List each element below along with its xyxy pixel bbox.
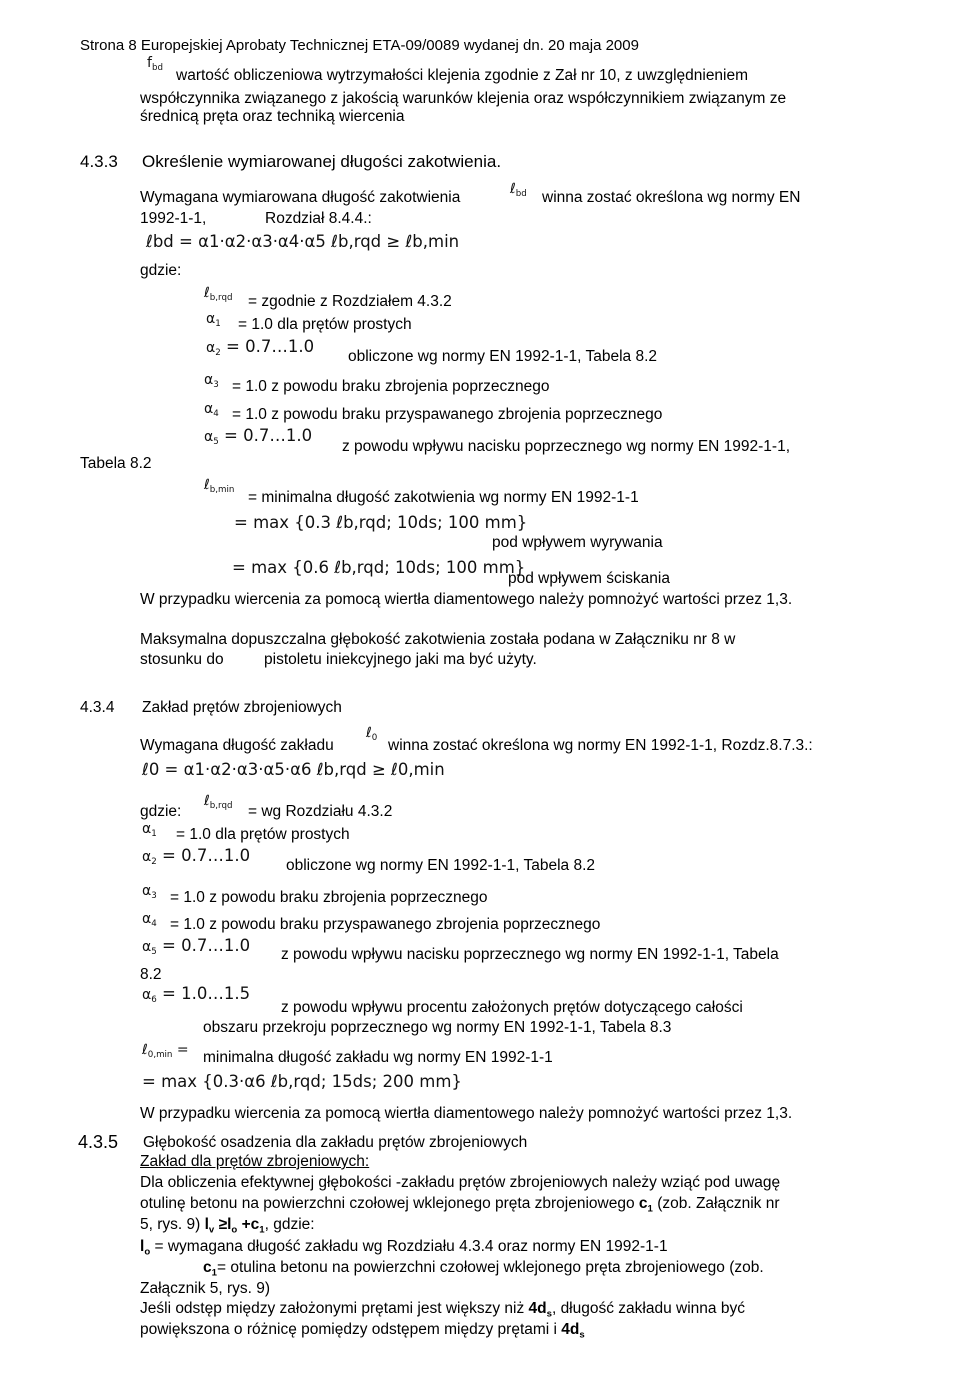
s434-lbrqd: = wg Rozdziału 4.3.2: [248, 803, 393, 820]
s433-a3: = 1.0 z powodu braku zbrojenia poprzecznego: [232, 378, 550, 395]
s435-p3: Jeśli odstęp między założonymi prętami jest większy niż $4d_s$, długość zakładu winna być: [140, 1300, 745, 1320]
s434-a3: = 1.0 z powodu braku zbrojenia poprzecznego: [170, 889, 488, 906]
s433-max-a: Maksymalna dopuszczalna głębokość zakotwienia została podana w Załączniku nr 8 w: [140, 631, 736, 648]
s433-req-d: Rozdział 8.4.4.:: [265, 210, 372, 227]
s434-req-b: winna zostać określona wg normy EN 1992-1-1, Rozdz.8.7.3.:: [388, 737, 813, 754]
alpha4-symbol: $\alpha_4$: [204, 401, 219, 420]
s433-max-c: pistoletu iniekcyjnego jaki ma być użyty.: [264, 651, 537, 668]
s434-max-formula: = max {0.3·α6 ℓb,rqd; 15ds; 200 mm}: [142, 1072, 462, 1091]
intro-line-1: wartość obliczeniowa wytrzymałości klejenia zgodnie z Zał nr 10, z uwzględnieniem: [176, 67, 749, 84]
s433-req-a: Wymagana wymiarowana długość zakotwienia: [140, 189, 461, 206]
s434-gdzie: gdzie:: [140, 803, 182, 820]
lbmin-symbol: ℓ$_{b,min}$: [204, 477, 235, 496]
s434-a5-formula: $\alpha_5$ = 0.7…1.0: [142, 936, 251, 958]
fbd-symbol: $f_{bd}$: [147, 55, 163, 74]
alpha3-symbol: $\alpha_3$: [204, 372, 219, 391]
s433-a2: obliczone wg normy EN 1992-1-1, Tabela 8.2: [348, 348, 658, 365]
lbrqd-symbol: ℓ$_{b,rqd}$: [204, 285, 233, 304]
page-header: Strona 8 Europejskiej Aprobaty Technicznej ETA-09/0089 wydanej dn. 20 maja 2009: [80, 37, 639, 54]
s433-a1: = 1.0 dla prętów prostych: [238, 316, 412, 333]
s435-p1a: Dla obliczenia efektywnej głębokości -zakładu prętów zbrojeniowych należy wziąć pod uwagę: [140, 1174, 781, 1191]
s435-c1-def: $c_1=$ otulina betonu na powierzchni czołowej wklejonego pręta zbrojeniowego (zob.: [203, 1259, 764, 1279]
s433-diamond-note: W przypadku wiercenia za pomocą wiertła diamentowego należy pomnożyć wartości przez 1,3.: [140, 591, 793, 608]
s434-a2: obliczone wg normy EN 1992-1-1, Tabela 8.2: [286, 857, 596, 874]
s435-p4: powiększona o różnicę pomiędzy odstępem między prętami i $4d_s$: [140, 1321, 585, 1341]
s433-a5: z powodu wpływu nacisku poprzecznego wg normy EN 1992-1-1,: [342, 438, 791, 455]
s433-gdzie: gdzie:: [140, 262, 182, 279]
s433-a5-formula: $\alpha_5$ = 0.7…1.0: [204, 426, 313, 448]
alpha1-symbol: $\alpha_1$: [206, 311, 221, 330]
s434-a1: = 1.0 dla prętów prostych: [176, 826, 350, 843]
section-433-title: Określenie wymiarowanej długości zakotwienia.: [142, 152, 502, 171]
l0min-symbol: ℓ$_{0,min}$ =: [142, 1042, 189, 1061]
s434-alpha1-symbol: $\alpha_1$: [142, 821, 157, 840]
s433-max-b: stosunku do: [140, 651, 224, 668]
section-433-number: 4.3.3: [80, 152, 118, 171]
lbd-symbol: ℓ$_{bd}$: [510, 181, 527, 200]
s433-max1-formula: = max {0.3 ℓb,rqd; 10ds; 100 mm}: [234, 513, 528, 532]
s435-p2: 5, rys. 9) $l_v \ge l_o +c_1$, gdzie:: [140, 1216, 315, 1236]
section-435-title: Głębokość osadzenia dla zakładu prętów zbrojeniowych: [143, 1134, 528, 1151]
s433-max1-text: pod wpływem wyrywania: [492, 534, 663, 551]
intro-line-2: współczynnika związanego z jakością warunków klejenia oraz współczynnikiem związanym ze: [140, 90, 787, 107]
section-434-number: 4.3.4: [80, 699, 115, 716]
intro-line-3: średnicą pręta oraz techniką wiercenia: [140, 108, 405, 125]
section-435-number: 4.3.5: [78, 1132, 119, 1152]
s434-a6-b: obszaru przekroju poprzecznego wg normy EN 1992-1-1, Tabela 8.3: [203, 1019, 672, 1036]
s433-lbrqd: = zgodnie z Rozdziałem 4.3.2: [248, 293, 452, 310]
s434-a5: z powodu wpływu nacisku poprzecznego wg normy EN 1992-1-1, Tabela: [281, 946, 779, 963]
s433-req-c: 1992-1-1,: [140, 210, 207, 227]
s434-a6-formula: $\alpha_6$ = 1.0…1.5: [142, 984, 251, 1006]
s434-lbrqd-symbol: ℓ$_{b,rqd}$: [204, 793, 233, 812]
s433-lbmin: = minimalna długość zakotwienia wg normy EN 1992-1-1: [248, 489, 639, 506]
s435-c1-def2: Załącznik 5, rys. 9): [140, 1280, 271, 1297]
s433-a2-formula: $\alpha_2$ = 0.7…1.0: [206, 337, 315, 359]
s435-subheading: Zakład dla prętów zbrojeniowych:: [140, 1153, 370, 1170]
s433-tabela: Tabela 8.2: [80, 455, 152, 472]
s434-a5-b: 8.2: [140, 966, 162, 983]
s433-max2-text: pod wpływem ściskania: [508, 570, 670, 587]
l0-symbol: ℓ$_0$: [366, 725, 378, 744]
s435-p1: otulinę betonu na powierzchni czołowej wklejonego pręta zbrojeniowego $c_1$ (zob. Załącznik nr: [140, 1195, 780, 1215]
s434-req-a: Wymagana długość zakładu: [140, 737, 334, 754]
s434-diamond-note: W przypadku wiercenia za pomocą wiertła diamentowego należy pomnożyć wartości przez 1,3.: [140, 1105, 793, 1122]
s434-alpha4-symbol: $\alpha_4$: [142, 911, 157, 930]
s434-l0min: minimalna długość zakładu wg normy EN 1992-1-1: [203, 1049, 553, 1066]
section-434-title: Zakład prętów zbrojeniowych: [142, 699, 342, 716]
s434-alpha3-symbol: $\alpha_3$: [142, 883, 157, 902]
s433-req-b: winna zostać określona wg normy EN: [542, 189, 801, 206]
s434-a2-formula: $\alpha_2$ = 0.7…1.0: [142, 846, 251, 868]
s433-max2-formula: = max {0.6 ℓb,rqd; 10ds; 100 mm}: [232, 558, 526, 577]
s435-lo-def: $l_o$ = wymagana długość zakładu wg Rozdziału 4.3.4 oraz normy EN 1992-1-1: [140, 1238, 668, 1258]
s434-a6-a: z powodu wpływu procentu założonych prętów dotyczącego całości: [281, 999, 743, 1016]
s434-main-formula: ℓ0 = α1·α2·α3·α5·α6 ℓb,rqd ≥ ℓ0,min: [142, 760, 445, 779]
s433-a4: = 1.0 z powodu braku przyspawanego zbrojenia poprzecznego: [232, 406, 663, 423]
s434-a4: = 1.0 z powodu braku przyspawanego zbrojenia poprzecznego: [170, 916, 601, 933]
s433-main-formula: ℓbd = α1·α2·α3·α4·α5 ℓb,rqd ≥ ℓb,min: [146, 232, 460, 251]
